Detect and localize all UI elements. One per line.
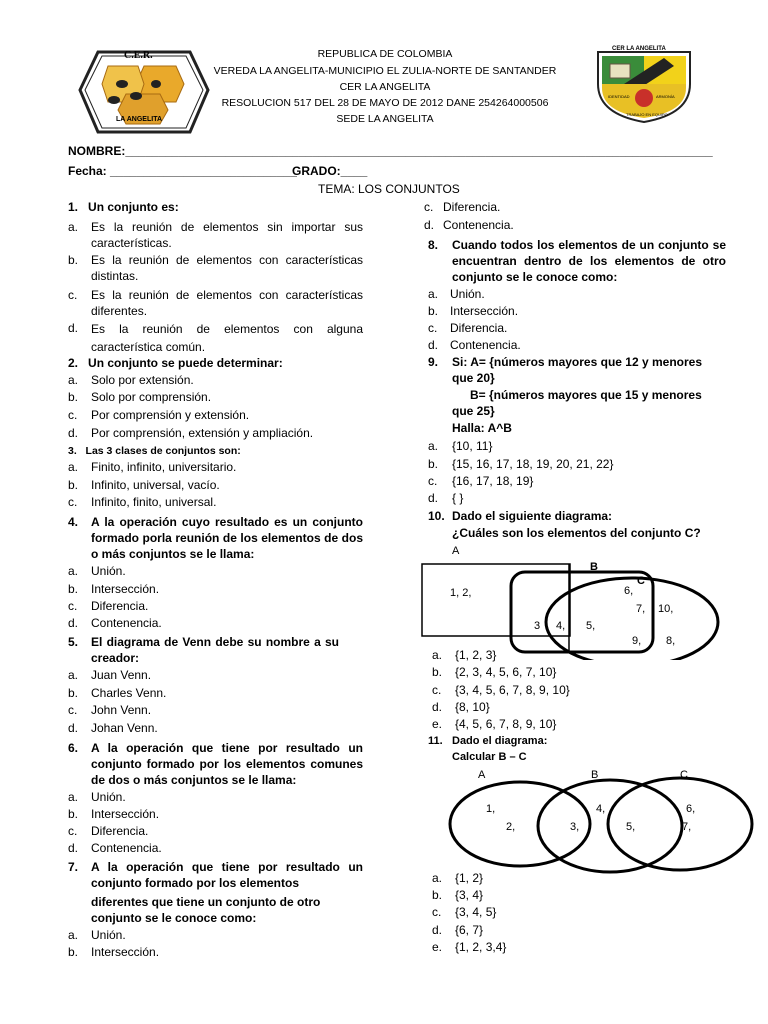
q5-option-c-letter: c.: [68, 703, 78, 717]
q11-option-a-letter: a.: [432, 871, 443, 885]
element-5: 5,: [626, 821, 636, 833]
topic-title: TEMA: LOS CONJUNTOS: [318, 182, 460, 196]
q8-option-a[interactable]: Unión.: [450, 287, 485, 301]
element-3: 3: [534, 620, 541, 632]
q11-option-c[interactable]: {3, 4, 5}: [455, 905, 497, 919]
q1-option-d[interactable]: Es la reunión de elementos con alguna característica común.: [91, 322, 363, 354]
q6-option-c[interactable]: Diferencia.: [91, 824, 149, 838]
q4-option-b[interactable]: Intersección.: [91, 582, 160, 596]
header-line-1: REPUBLICA DE COLOMBIA: [317, 48, 453, 60]
question-11-number: 11.: [428, 735, 443, 747]
header-line-3: CER LA ANGELITA: [339, 81, 431, 93]
q4-option-b-letter: b.: [68, 582, 79, 596]
element-3: 3,: [570, 821, 580, 833]
question-8: Cuando todos los elementos de un conjunto se encuentran dentro de los elementos de otro conjunto se le conoce como:: [452, 238, 726, 284]
set-a-label: A: [478, 769, 486, 781]
venn-diagram-2: [440, 762, 758, 874]
venn-diagram-1: [418, 540, 728, 660]
q2-option-c[interactable]: Por comprensión y extensión.: [91, 408, 250, 422]
q9-option-c[interactable]: {16, 17, 18, 19}: [452, 474, 534, 488]
q8-option-b[interactable]: Intersección.: [450, 304, 519, 318]
q8-option-d[interactable]: Contenencia.: [450, 338, 521, 352]
q9-option-a[interactable]: {10, 11}: [452, 439, 493, 453]
q1-option-a-letter: a.: [68, 220, 79, 234]
question-text: Las 3 clases de conjuntos son:: [85, 445, 241, 457]
question-7: A la operación que tiene por resultado un conjunto formado por los elementos: [91, 860, 363, 890]
shield-right-text: ARMONÍA: [656, 94, 675, 99]
element-5: 5,: [586, 620, 596, 632]
q9-option-d[interactable]: { }: [452, 491, 464, 505]
q2-option-d-letter: d.: [68, 426, 79, 440]
q11-option-e-letter: e.: [432, 940, 443, 954]
element-1: 1,: [486, 803, 496, 815]
q9-option-d-letter: d.: [428, 491, 439, 505]
set-b-ellipse: [538, 780, 682, 872]
element-4: 4,: [556, 620, 566, 632]
q7-option-a[interactable]: Unión.: [91, 928, 126, 942]
question-2: [68, 355, 283, 371]
element-8: 8,: [666, 635, 676, 647]
q2-option-b-letter: b.: [68, 390, 79, 404]
q6-option-c-letter: c.: [68, 824, 78, 838]
logo-left-top-text: C.E.R.: [124, 50, 153, 61]
q2-option-b[interactable]: Solo por comprensión.: [91, 390, 212, 404]
question-text: Un conjunto se puede determinar:: [88, 356, 283, 370]
grade-field[interactable]: GRADO:____: [292, 164, 368, 178]
q2-option-a[interactable]: Solo por extensión.: [91, 373, 194, 387]
question-3: [68, 443, 241, 459]
element-2: 2,: [506, 821, 516, 833]
q7-option-c[interactable]: Diferencia.: [443, 200, 501, 214]
q10-option-d-letter: d.: [432, 700, 443, 714]
q7-option-b[interactable]: Intersección.: [91, 945, 160, 959]
question-9-number: 9.: [428, 355, 439, 369]
set-b-label: B: [591, 769, 599, 781]
q4-option-a[interactable]: Unión.: [91, 564, 126, 578]
q10-option-c-letter: c.: [432, 683, 442, 697]
q10-option-a-letter: a.: [432, 648, 443, 662]
set-b-label: B: [590, 561, 598, 573]
question-1: [68, 199, 179, 215]
question-10: Dado el siguiente diagrama:: [452, 509, 613, 523]
set-a-rectangle: [422, 564, 570, 636]
question-6: A la operación que tiene por resultado un conjunto formado por los elementos comunes de dos o más conjuntos se le llama:: [91, 741, 363, 787]
q2-option-a-letter: a.: [68, 373, 79, 387]
element-1-2: 1, 2,: [450, 587, 472, 599]
header-line-2: VEREDA LA ANGELITA-MUNICIPIO EL ZULIA-NORTE DE SANTANDER: [213, 65, 557, 77]
element-4: 4,: [596, 803, 606, 815]
q4-option-c[interactable]: Diferencia.: [91, 599, 149, 613]
shield-bottom-text: TRABAJO EN EQUIPO: [626, 112, 668, 117]
q7-option-d[interactable]: Contenencia.: [443, 218, 514, 232]
question-6-number: 6.: [68, 741, 79, 755]
q11-option-b-letter: b.: [432, 888, 443, 902]
q3-option-b[interactable]: Infinito, universal, vacío.: [91, 478, 220, 492]
q10-option-b-letter: b.: [432, 665, 443, 679]
question-number: 2.: [68, 356, 79, 370]
set-c-label: C: [637, 575, 645, 587]
question-11: Dado el diagrama:: [452, 735, 548, 747]
q3-option-c[interactable]: Infinito, finito, universal.: [91, 495, 217, 509]
q10-option-e[interactable]: {4, 5, 6, 7, 8, 9, 10}: [455, 717, 557, 731]
set-a-label: A: [452, 545, 460, 557]
q3-option-a[interactable]: Finito, infinito, universitario.: [91, 460, 237, 474]
q9-option-b[interactable]: {15, 16, 17, 18, 19, 20, 21, 22}: [452, 457, 614, 471]
question-5-number: 5.: [68, 635, 79, 649]
q10-option-e-letter: e.: [432, 717, 443, 731]
question-9-find: Halla: A^B: [452, 421, 512, 435]
q10-option-d[interactable]: {8, 10}: [455, 700, 490, 714]
q6-option-d-letter: d.: [68, 841, 79, 855]
shield-left-text: IDENTIDAD: [608, 94, 630, 99]
q8-option-c[interactable]: Diferencia.: [450, 321, 508, 335]
date-field[interactable]: Fecha: ____________________________: [68, 164, 297, 178]
q11-option-b[interactable]: {3, 4}: [455, 888, 484, 902]
element-6: 6,: [624, 585, 634, 597]
set-c-label: C: [680, 769, 688, 781]
question-4: A la operación cuyo resultado es un conjunto formado porla reunión de los elementos de dos o más conjuntos se le llama:: [91, 515, 363, 561]
question-text: Un conjunto es:: [88, 200, 179, 214]
q3-option-a-letter: a.: [68, 460, 79, 474]
question-number: 1.: [68, 200, 79, 214]
q10-option-b[interactable]: {2, 3, 4, 5, 6, 7, 10}: [455, 665, 557, 679]
q7-option-c-letter: c.: [424, 200, 434, 214]
element-7: 7,: [682, 821, 692, 833]
question-9-set-b: B= {números mayores que 15 y menores que 25}: [452, 388, 702, 418]
q1-option-a[interactable]: Es la reunión de elementos sin importar sus características.: [91, 220, 363, 250]
q9-option-a-letter: a.: [428, 439, 439, 453]
element-10: 10,: [658, 603, 674, 615]
q5-option-d[interactable]: Johan Venn.: [91, 721, 158, 735]
q10-option-a[interactable]: {1, 2, 3}: [455, 648, 497, 662]
name-field[interactable]: NOMBRE:________________________________________________________________________________________: [68, 144, 713, 158]
q4-option-d[interactable]: Contenencia.: [91, 616, 162, 630]
q1-option-d-letter: d.: [68, 321, 79, 335]
q5-option-b-letter: b.: [68, 686, 79, 700]
q5-option-a-letter: a.: [68, 668, 79, 682]
question-7-number: 7.: [68, 860, 79, 874]
logo-left-bottom-text: LA ANGELITA: [116, 116, 163, 123]
q5-option-b[interactable]: Charles Venn.: [91, 686, 167, 700]
question-8-number: 8.: [428, 238, 439, 252]
element-9: 9,: [632, 635, 642, 647]
question-4-number: 4.: [68, 515, 79, 529]
q8-option-c-letter: c.: [428, 321, 438, 335]
q5-option-c[interactable]: John Venn.: [91, 703, 152, 717]
q9-option-c-letter: c.: [428, 474, 438, 488]
shield-banner-text: CER LA ANGELITA: [612, 46, 666, 52]
q11-option-e[interactable]: {1, 2, 3,4}: [455, 940, 507, 954]
q2-option-c-letter: c.: [68, 408, 78, 422]
q4-option-a-letter: a.: [68, 564, 79, 578]
q8-option-d-letter: d.: [428, 338, 439, 352]
q1-option-b-letter: b.: [68, 253, 79, 267]
q11-option-a[interactable]: {1, 2}: [455, 871, 484, 885]
q7-option-a-letter: a.: [68, 928, 79, 942]
header-line-4: RESOLUCION 517 DEL 28 DE MAYO DE 2012 DANE 254264000506: [221, 97, 549, 109]
q2-option-d[interactable]: Por comprensión, extensión y ampliación.: [91, 426, 314, 440]
question-11-ask: Calcular B – C: [452, 751, 527, 763]
q7-option-b-letter: b.: [68, 945, 79, 959]
q6-option-d[interactable]: Contenencia.: [91, 841, 162, 855]
q4-option-c-letter: c.: [68, 599, 78, 613]
q6-option-b-letter: b.: [68, 807, 79, 821]
element-6: 6,: [686, 803, 696, 815]
q4-option-d-letter: d.: [68, 616, 79, 630]
question-5: El diagrama de Venn debe su nombre a su creador:: [91, 635, 339, 665]
question-10-number: 10.: [428, 509, 445, 523]
question-10-ask: ¿Cuáles son los elementos del conjunto C?: [452, 526, 701, 540]
q11-option-d-letter: d.: [432, 923, 443, 937]
q6-option-a[interactable]: Unión.: [91, 790, 126, 804]
q3-option-b-letter: b.: [68, 478, 79, 492]
q6-option-a-letter: a.: [68, 790, 79, 804]
question-number: 3.: [68, 445, 77, 457]
q5-option-a[interactable]: Juan Venn.: [91, 668, 152, 682]
q7-option-d-letter: d.: [424, 218, 435, 232]
q3-option-c-letter: c.: [68, 495, 78, 509]
q9-option-b-letter: b.: [428, 457, 439, 471]
q1-option-c[interactable]: Es la reunión de elementos con características diferentes.: [91, 288, 363, 318]
element-7: 7,: [636, 603, 646, 615]
q11-option-c-letter: c.: [432, 905, 442, 919]
question-9: Si: A= {números mayores que 12 y menores que 20}: [452, 355, 702, 385]
q1-option-c-letter: c.: [68, 288, 78, 302]
q10-option-c[interactable]: {3, 4, 5, 6, 7, 8, 9, 10}: [455, 683, 570, 697]
q11-option-d[interactable]: {6, 7}: [455, 923, 484, 937]
q8-option-b-letter: b.: [428, 304, 439, 318]
q5-option-d-letter: d.: [68, 721, 79, 735]
set-a-ellipse: [450, 782, 590, 866]
header-line-5: SEDE LA ANGELITA: [336, 113, 434, 125]
q1-option-b[interactable]: Es la reunión de elementos con características distintas.: [91, 253, 363, 283]
question-7-continued: diferentes que tiene un conjunto de otro conjunto se le conoce como:: [91, 895, 321, 925]
q8-option-a-letter: a.: [428, 287, 439, 301]
q6-option-b[interactable]: Intersección.: [91, 807, 160, 821]
